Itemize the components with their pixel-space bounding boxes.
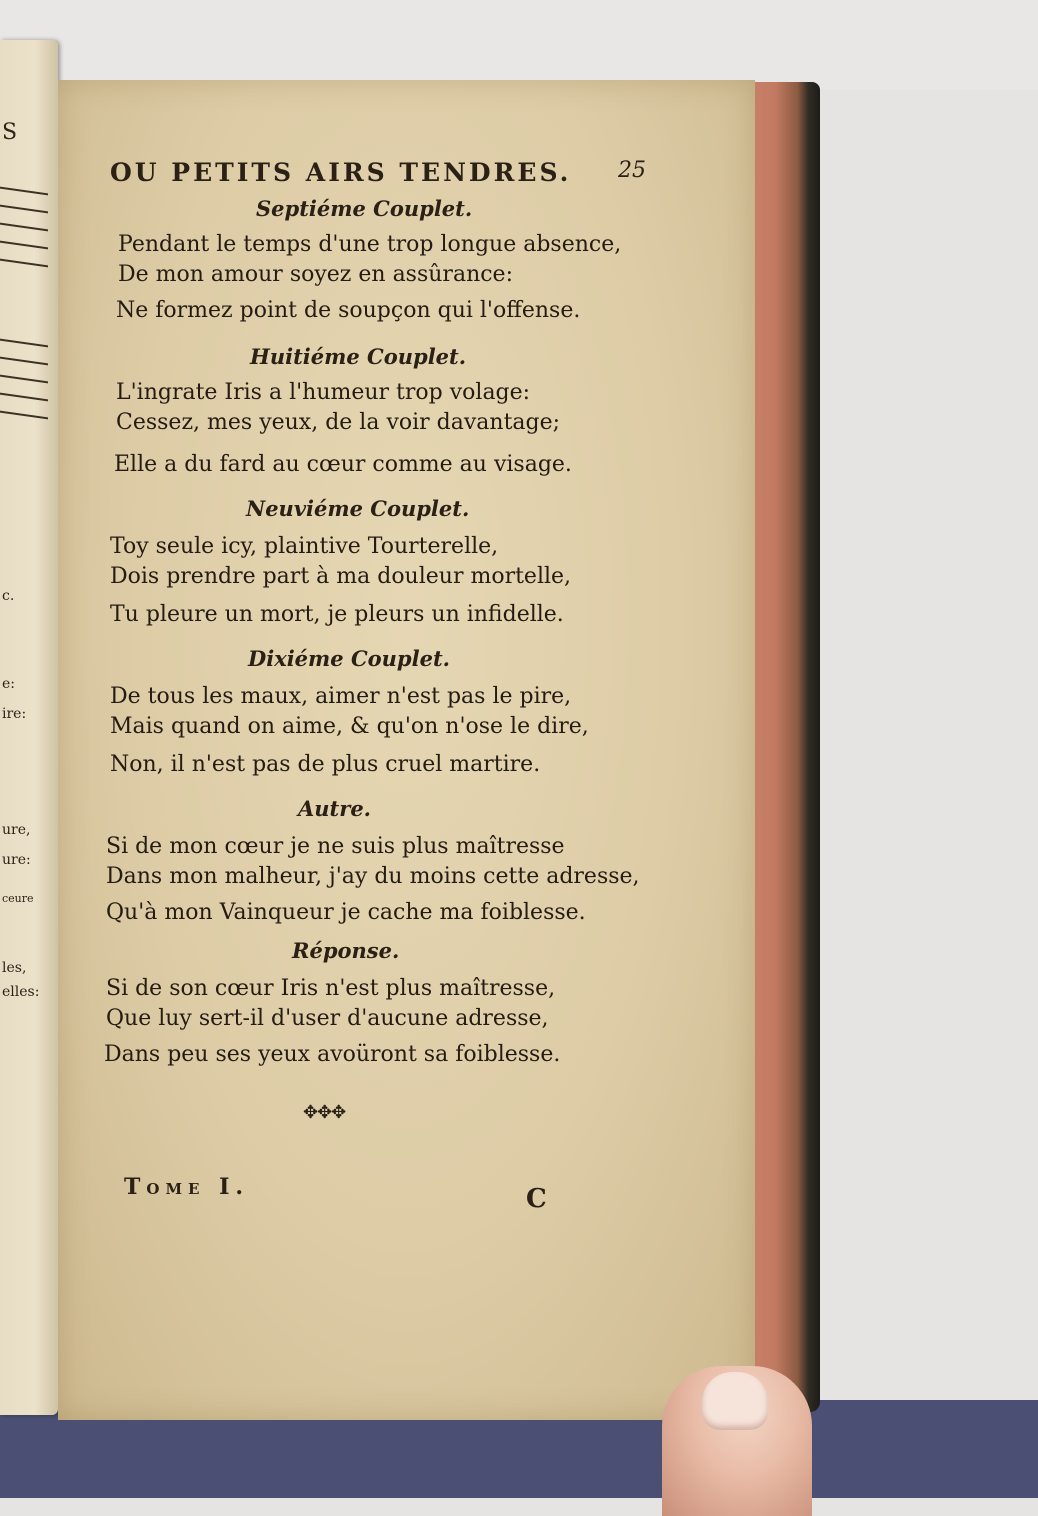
left-page-rule [0, 339, 48, 348]
verse-line: Dois prendre part à ma douleur mortelle, [110, 564, 572, 589]
book-fore-edge [745, 82, 820, 1412]
verse-line: Toy seule icy, plaintive Tourterelle, [110, 534, 499, 559]
left-page-rule [0, 241, 48, 250]
left-page-fragment: ire: [2, 706, 27, 722]
left-page-rule [0, 259, 48, 268]
verse-line: Cessez, mes yeux, de la voir davantage; [116, 410, 561, 435]
verse-line: De mon amour soyez en assûrance: [118, 262, 513, 287]
left-page-rule [0, 205, 48, 214]
verse-line: Qu'à mon Vainqueur je cache ma foiblesse. [106, 900, 586, 925]
holding-thumb [662, 1366, 812, 1516]
verse-line: Si de mon cœur je ne suis plus maîtresse [106, 834, 565, 859]
left-page-rule [0, 375, 48, 384]
gathering-signature: C [526, 1184, 547, 1214]
verse-line: Non, il n'est pas de plus cruel martire. [110, 752, 541, 777]
book-page [58, 80, 755, 1420]
left-page-fragment: les, [2, 960, 27, 976]
couplet-heading: Réponse. [292, 938, 400, 963]
left-page-rule [0, 411, 48, 420]
previous-page-edge [0, 40, 58, 1415]
left-page-fragment: ceure [2, 892, 34, 905]
printer-ornament: ✥✥✥ [303, 1102, 346, 1123]
verse-line: De tous les maux, aimer n'est pas le pire, [110, 684, 572, 709]
verse-line: Ne formez point de soupçon qui l'offense. [116, 298, 581, 323]
couplet-heading: Dixiéme Couplet. [248, 646, 450, 671]
left-page-rule [0, 223, 48, 232]
verse-line: L'ingrate Iris a l'humeur trop volage: [116, 380, 531, 405]
page-header [110, 158, 710, 187]
verse-line: Dans mon malheur, j'ay du moins cette adresse, [106, 864, 640, 889]
page-number: 25 [618, 158, 646, 183]
thumbnail [702, 1372, 768, 1430]
couplet-heading: Autre. [298, 796, 371, 821]
running-title: OU PETITS AIRS TENDRES. [110, 158, 572, 187]
left-page-rule [0, 357, 48, 366]
left-page-fragment: c. [2, 588, 15, 604]
couplet-heading: Septiéme Couplet. [256, 196, 473, 221]
verse-line: Mais quand on aime, & qu'on n'ose le dire, [110, 714, 589, 739]
couplet-heading: Huitiéme Couplet. [250, 344, 467, 369]
left-page-fragment: elles: [2, 984, 40, 1000]
verse-line: Pendant le temps d'une trop longue absence, [118, 232, 622, 257]
verse-line: Dans peu ses yeux avoüront sa foiblesse. [104, 1042, 561, 1067]
left-page-rule [0, 393, 48, 402]
left-page-fragment: ure: [2, 852, 31, 868]
couplet-heading: Neuviéme Couplet. [246, 496, 470, 521]
verse-line: Que luy sert-il d'user d'aucune adresse, [106, 1006, 549, 1031]
left-page-fragment: e: [2, 676, 16, 692]
left-page-fragment: ure, [2, 822, 31, 838]
verse-line: Tu pleure un mort, je pleurs un infidelle. [110, 602, 564, 627]
backdrop-top [0, 0, 1038, 90]
verse-line: Elle a du fard au cœur comme au visage. [114, 452, 572, 477]
left-page-rule [0, 187, 48, 196]
volume-signature: Tome I. [124, 1174, 250, 1200]
verse-line: Si de son cœur Iris n'est plus maîtresse, [106, 976, 556, 1001]
left-page-fragment: S [2, 120, 18, 145]
